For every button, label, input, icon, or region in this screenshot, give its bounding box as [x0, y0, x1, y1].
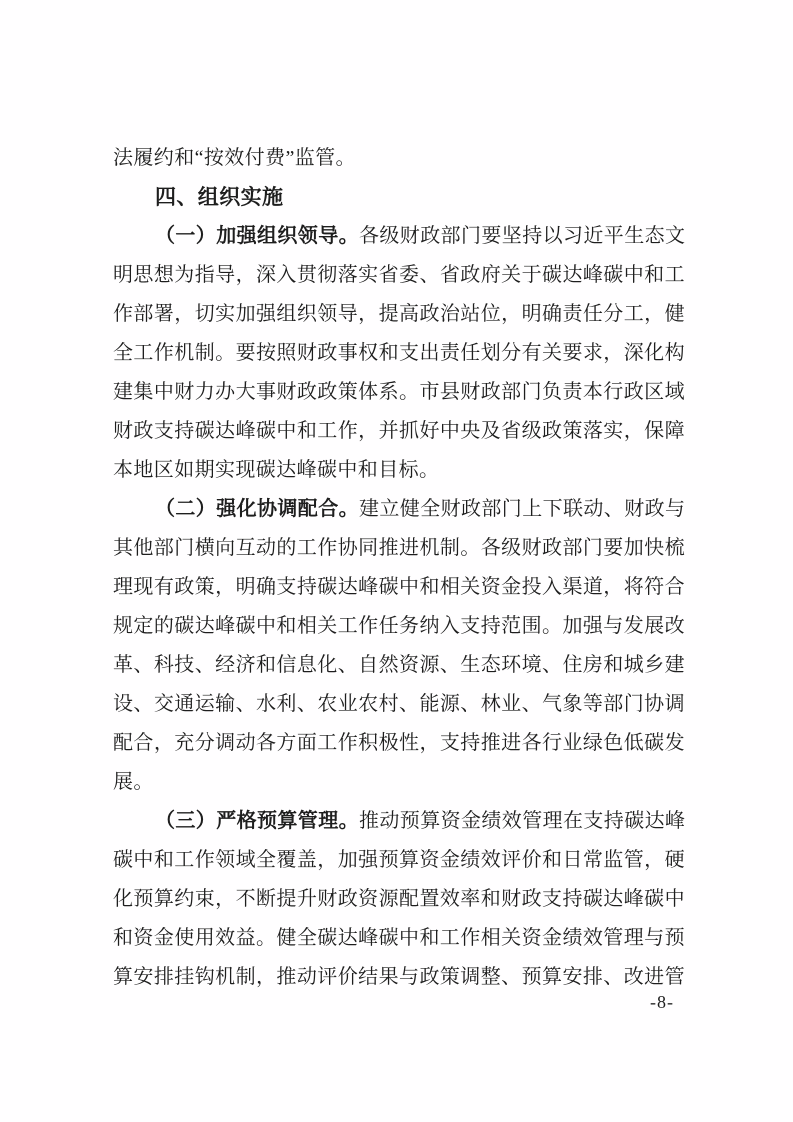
paragraph-2-line: 规定的碳达峰碳中和相关工作任务纳入支持范围。加强与发展改	[113, 615, 685, 637]
paragraph-2-line: 配合，充分调动各方面工作积极性，支持推进各行业绿色低碳发	[113, 732, 685, 754]
section-heading: 四、组织实施	[155, 186, 284, 209]
paragraph-2-line: 其他部门横向互动的工作协同推进机制。各级财政部门要加快梳	[113, 537, 685, 559]
paragraph-2-line: 革、科技、经济和信息化、自然资源、生态环境、住房和城乡建	[113, 654, 685, 676]
paragraph-3-line: （三）严格预算管理。推动预算资金绩效管理在支持碳达峰	[155, 810, 686, 832]
paragraph-3-line: 和资金使用效益。健全碳达峰碳中和工作相关资金绩效管理与预	[113, 927, 685, 949]
paragraph-1-line: 明思想为指导，深入贯彻落实省委、省政府关于碳达峰碳中和工	[113, 264, 685, 286]
continuation-line: 法履约和“按效付费”监管。	[113, 147, 356, 169]
paragraph-1-line: 全工作机制。要按照财政事权和支出责任划分有关要求，深化构	[113, 342, 685, 364]
paragraph-2-line: 理现有政策，明确支持碳达峰碳中和相关资金投入渠道，将符合	[113, 576, 685, 598]
page-number: -8-	[650, 992, 674, 1012]
paragraph-lead: （三）严格预算管理。	[155, 810, 359, 832]
paragraph-2-line: 设、交通运输、水利、农业农村、能源、林业、气象等部门协调	[113, 693, 685, 715]
document-body	[113, 139, 685, 997]
paragraph-2-line: 展。	[113, 771, 154, 793]
paragraph-1-line: 作部署，切实加强组织领导，提高政治站位，明确责任分工，健	[113, 303, 685, 325]
paragraph-3-line: 碳中和工作领域全覆盖，加强预算资金绩效评价和日常监管，硬	[113, 849, 685, 871]
paragraph-2-line: （二）强化协调配合。建立健全财政部门上下联动、财政与	[155, 498, 686, 520]
paragraph-lead: （二）强化协调配合。	[155, 498, 359, 520]
paragraph-3-line: 化预算约束，不断提升财政资源配置效率和财政支持碳达峰碳中	[113, 888, 685, 910]
paragraph-1-line: （一）加强组织领导。各级财政部门要坚持以习近平生态文	[155, 225, 686, 247]
paragraph-1-line: 建集中财力办大事财政政策体系。市县财政部门负责本行政区域	[113, 381, 685, 403]
paragraph-lead: （一）加强组织领导。	[155, 225, 359, 247]
paragraph-1-line: 财政支持碳达峰碳中和工作，并抓好中央及省级政策落实，保障	[113, 420, 685, 442]
paragraph-1-line: 本地区如期实现碳达峰碳中和目标。	[113, 459, 440, 481]
paragraph-3-line: 算安排挂钩机制，推动评价结果与政策调整、预算安排、改进管	[113, 966, 685, 988]
